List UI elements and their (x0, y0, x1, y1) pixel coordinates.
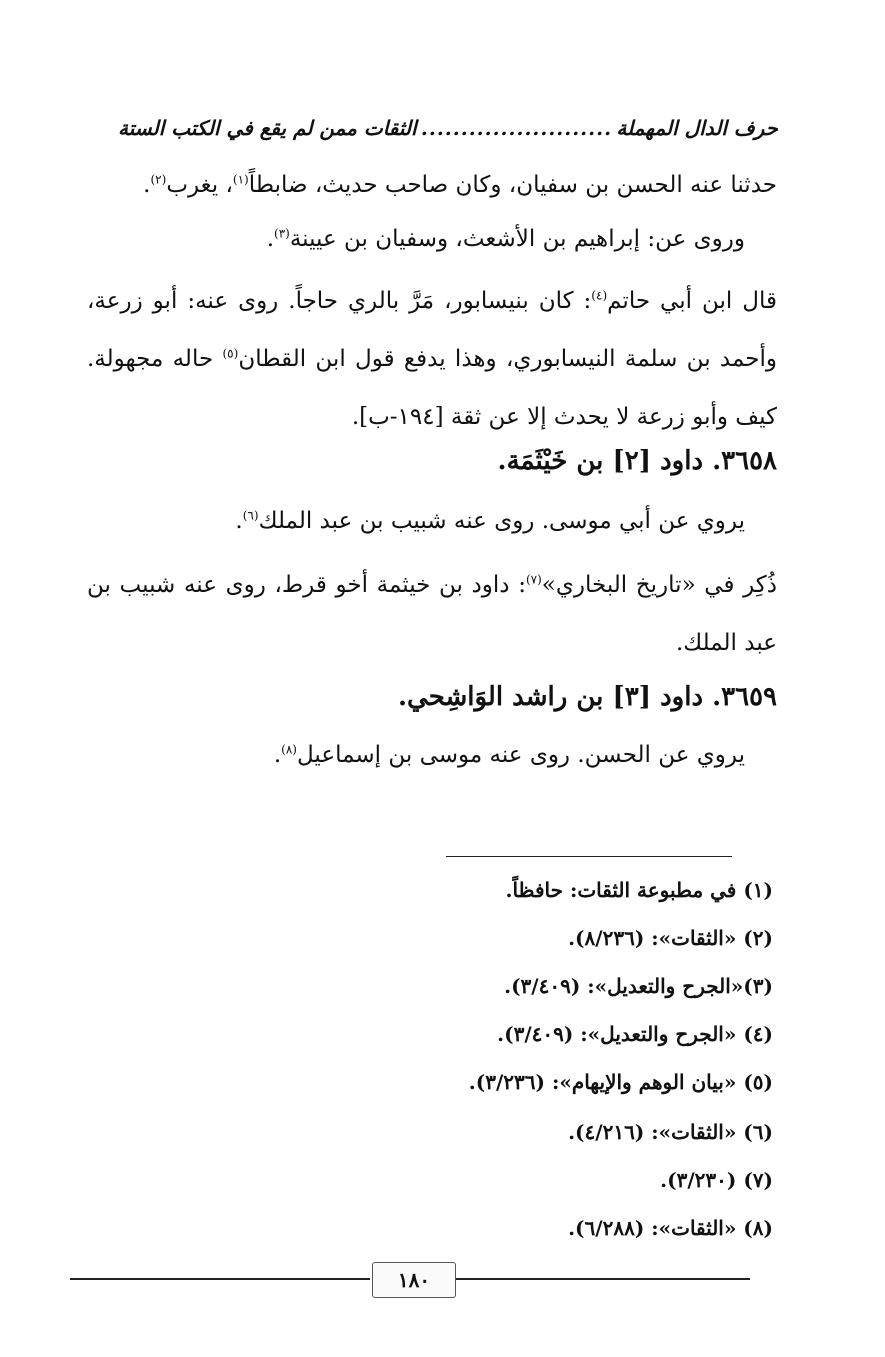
entry-heading-3659: ٣٦٥٩. داود [٣] بن راشد الوَاشِحي. (397, 682, 777, 712)
footnote-ref-1: (١) (232, 172, 249, 187)
body-paragraph-3: قال ابن أبي حاتم$^{(٤)}$: كان بنيسابور، مَرَّ بالري حاجاً. روى عنه: أبو زرعة، وأحمد بن سلمة النيسابوري، وهذا يدفع قول ابن القطان$^{(٥)}$ حاله مجهولة. كيف وأبو زرعة لا يحدث إلا عن ثقة [١٩٤-ب]. (87, 288, 777, 430)
footnote-1: (١) في مطبوعة الثقات: حافظاً. (505, 878, 773, 902)
footnote-5: (٥) «بيان الوهم والإيهام»: (٣/٢٣٦). (468, 1070, 773, 1094)
footnote-ref-8: (٨) (281, 742, 297, 757)
footnote-ref-5: (٥) (222, 346, 239, 361)
body-line-2: وروى عن: إبراهيم بن الأشعث، وسفيان بن عيينة$^{(٣)}$. (266, 226, 745, 252)
footnote-ref-3: (٣) (274, 226, 290, 241)
footnote-ref-2: (٢) (150, 172, 167, 187)
footnote-7: (٧) (٣/٢٣٠). (660, 1168, 773, 1192)
footnote-separator (446, 856, 732, 857)
body-paragraph-5: ذُكِر في «تاريخ البخاري»$^{(٧)}$: داود بن خيثمة أخو قرط، روى عنه شبيب بن عبد الملك. (87, 572, 777, 656)
running-header (118, 112, 778, 144)
footnote-ref-7: (٧) (525, 572, 542, 587)
header-book-title: الثقات ممن لم يقع في الكتب الستة (118, 116, 417, 140)
bottom-rule-left (70, 1278, 370, 1280)
footnote-4: (٤) «الجرح والتعديل»: (٣/٤٠٩). (497, 1022, 773, 1046)
footnote-6: (٦) «الثقات»: (٤/٢١٦). (568, 1120, 773, 1144)
body-line-6: يروي عن الحسن. روى عنه موسى بن إسماعيل$^{(٨)}$. (273, 742, 745, 768)
footnote-3: (٣)«الجرح والتعديل»: (٣/٤٠٩). (504, 974, 773, 998)
header-chapter-title: حرف الدال المهملة (616, 116, 778, 140)
page-number: ١٨٠ (372, 1262, 456, 1298)
header-dots: ........................ (420, 116, 613, 140)
bottom-rule-right (455, 1278, 750, 1280)
entry-heading-3658: ٣٦٥٨. داود [٢] بن خَيْثَمَة. (497, 446, 777, 476)
footnote-2: (٢) «الثقات»: (٨/٢٣٦). (568, 926, 773, 950)
footnote-8: (٨) «الثقات»: (٦/٢٨٨). (568, 1216, 773, 1240)
body-line-1: حدثنا عنه الحسن بن سفيان، وكان صاحب حديث، ضابطاً$^{(١)}$، يغرب$^{(٢)}$. (143, 172, 777, 198)
footnote-ref-6: (٦) (242, 508, 259, 523)
body-line-4: يروي عن أبي موسى. روى عنه شبيب بن عبد الملك$^{(٦)}$. (235, 508, 745, 534)
footnote-ref-4: (٤) (591, 288, 608, 303)
